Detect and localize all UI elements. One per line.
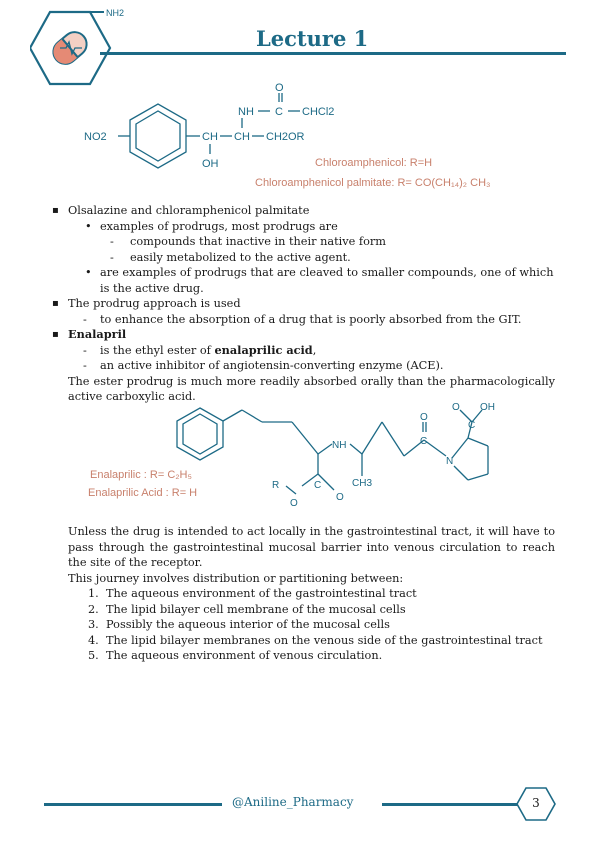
paragraph: Unless the drug is intended to act locally in the gastrointestinal tract, it will have to pass through the gastrointestinal mucosal barrier into venous circulation to reach the site of the receptor.: [68, 525, 555, 569]
list-item: 2. The lipid bilayer cell membrane of the mucosal cells: [88, 602, 406, 616]
r-label: R: [272, 480, 280, 491]
chloramphenicol-structure: [70, 78, 550, 208]
footer-rule-right: [382, 803, 520, 806]
chcl2-label: CHCl2: [302, 106, 335, 118]
ch3-label: CH3: [352, 478, 373, 489]
list-item: - to enhance the absorption of a drug that is poorly absorbed from the GIT.: [50, 312, 555, 328]
page-title: Lecture 1: [256, 26, 369, 51]
n-label: N: [446, 456, 454, 467]
footer-rule-left: [44, 803, 222, 806]
paragraph: The ester prodrug is much more readily absorbed orally than the pharmacologically active carboxylic acid.: [68, 374, 555, 403]
list-item: 1. The aqueous environment of the gastrointestinal tract: [88, 587, 417, 600]
list-item: - easily metabolized to the active agent.: [50, 250, 555, 266]
paragraph: This journey involves distribution or partitioning between:: [68, 571, 404, 585]
header-rule: [100, 52, 566, 55]
ch-label-2: CH: [234, 131, 250, 143]
oh-label: OH: [202, 158, 219, 170]
list-item: ▪ Enalapril: [50, 327, 555, 343]
list-item: • are examples of prodrugs that are cleaved to smaller compounds, one of which is the active drug.: [50, 265, 555, 296]
main-text: [50, 203, 555, 405]
list-item: ▪ The prodrug approach is used: [50, 296, 555, 312]
list-item: - is the ethyl ester of enalaprilic acid,: [50, 343, 555, 359]
list-item: - compounds that inactive in their native form: [50, 234, 555, 250]
lower-text: [50, 524, 555, 664]
logo-nh2-label: NH2: [106, 8, 125, 18]
caption-chloramphenicol: Chloroamphenicol: R=H: [315, 157, 433, 169]
pill-hexagon-logo: [30, 8, 130, 88]
list-item: 4. The lipid bilayer membranes on the venous side of the gastrointestinal tract: [88, 633, 543, 647]
o-label-2: O: [452, 402, 460, 413]
o-label-3: O: [290, 498, 298, 509]
no2-label: NO2: [84, 131, 107, 143]
caption-chloramphenicol-palmitate: Chloroamphenicol palmitate: R= CO(CH₁₄)₂ CH₃: [255, 177, 491, 189]
oh-label: OH: [480, 402, 495, 413]
ch2or-label: CH2OR: [266, 131, 305, 143]
list-item: - an active inhibitor of angiotensin-converting enzyme (ACE).: [50, 358, 555, 374]
list-item: ▪ Olsalazine and chloramphenicol palmitate: [50, 203, 555, 219]
c-label-1: C: [420, 436, 428, 447]
c-label-2: C: [468, 420, 476, 431]
footer-handle: @Aniline_Pharmacy: [232, 795, 354, 809]
caption-enalaprilic-acid: Enalaprilic Acid : R= H: [88, 487, 198, 499]
o-label-1: O: [420, 412, 428, 423]
c-label-3: C: [314, 480, 322, 491]
list-item: 3. Possibly the aqueous interior of the mucosal cells: [88, 618, 390, 631]
enalapril-structure: [80, 398, 560, 518]
c-label: C: [275, 106, 283, 118]
page-number: 3: [532, 796, 540, 810]
caption-enalaprilic: Enalaprilic : R= C₂H₅: [90, 469, 192, 481]
list-item: • examples of prodrugs, most prodrugs are: [50, 219, 555, 235]
o-label-4: O: [336, 492, 344, 503]
list-item: 5. The aqueous environment of venous circulation.: [88, 649, 383, 662]
ch-label-1: CH: [202, 131, 218, 143]
nh-label: NH: [332, 440, 347, 451]
nh-label: NH: [238, 106, 254, 118]
o-label: O: [275, 82, 284, 94]
